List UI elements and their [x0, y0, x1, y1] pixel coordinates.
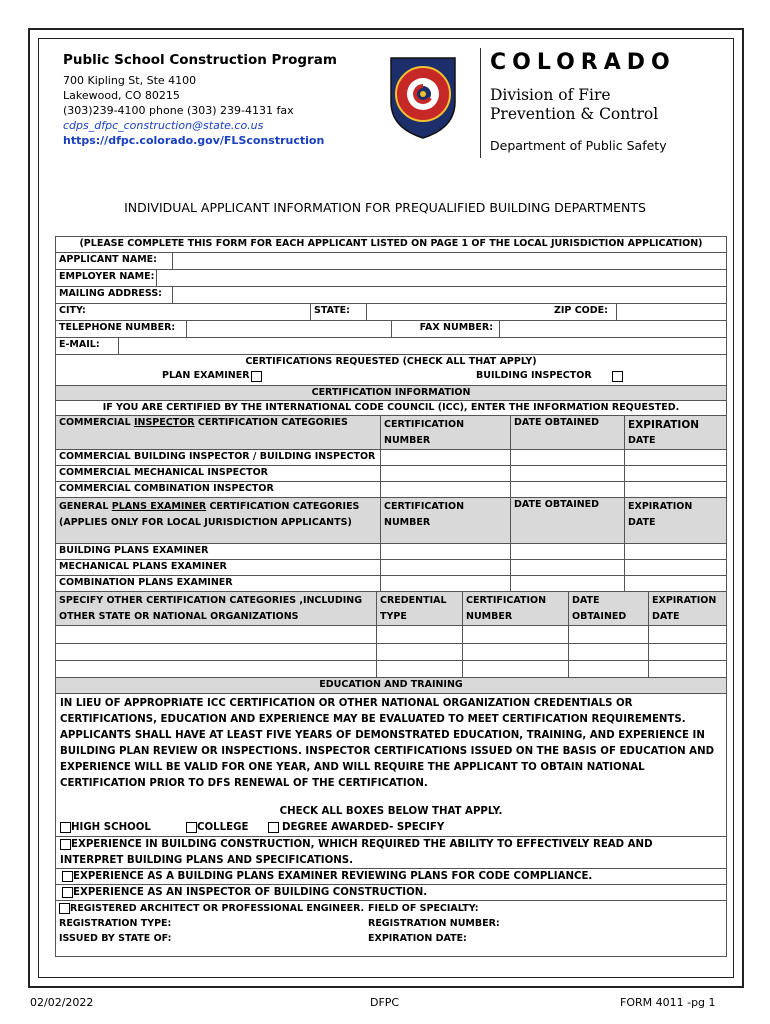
cert-requested-options [56, 369, 726, 385]
other-category-field[interactable] [56, 661, 376, 677]
other-category-header: SPECIFY OTHER CERTIFICATION CATEGORIES ,INCLUDING OTHER STATE OR NATIONAL ORGANIZATIONS [59, 595, 363, 622]
footer-date: 02/02/2022 [30, 996, 94, 1009]
exp-plans-line: EXPERIENCE AS A BUILDING PLANS EXAMINER REVIEWING PLANS FOR CODE COMPLIANCE. [56, 869, 726, 885]
other-category-field[interactable] [56, 644, 376, 660]
mailing-address-field[interactable] [172, 287, 726, 303]
plans-category-header: GENERAL PLANS EXAMINER CERTIFICATION CATEGORIES (APPLIES ONLY FOR LOCAL JURISDICTION APPLICANTS) [59, 501, 360, 528]
expiration-field[interactable] [624, 466, 726, 481]
division-line2: Prevention & Control [490, 105, 659, 123]
education-paragraph: IN LIEU OF APPROPRIATE ICC CERTIFICATION OR OTHER NATIONAL ORGANIZATION CREDENTIALS OR CERTIFICATIONS, EDUCATION AND EXPERIENCE MAY BE EVALUATED TO MEET CERTIFICATION REQUIREMENTS. APPLICANTS SHALL HAVE AT LEAST FIVE YEARS OF DEMONSTRATED EDUCATION, TRAINING, AND EXPERIENCE IN BUILDING PLAN REVIEW OR INSPECTIONS. INSPECTOR CERTIFICATIONS ISSUED ON THE BASIS OF EDUCATION AND EXPERIENCE WILL BE VALID FOR ONE YEAR, AND WILL REQUIRE THE APPLICANT TO OBTAIN NATIONAL CERTIFICATION PRIOR TO DFS RENEWAL OF THE CERTIFICATION. [60, 698, 715, 789]
exp-inspector-checkbox[interactable] [62, 887, 73, 898]
footer-form-number: FORM 4011 -pg 1 [620, 996, 716, 1009]
applicant-name-label: APPLICANT NAME: [59, 254, 157, 265]
other-date-field[interactable] [568, 644, 648, 660]
credential-type-field[interactable] [376, 661, 462, 677]
registration-block: REGISTERED ARCHITECT OR PROFESSIONAL ENGINEER. FIELD OF SPECIALTY: REGISTRATION TYPE: REGISTRATION NUMBER: ISSUED BY STATE OF: EXPIRATION DATE: [59, 903, 500, 944]
applicant-form [55, 236, 727, 957]
date-obtained-field[interactable] [510, 576, 624, 591]
applicant-name-field[interactable] [172, 253, 726, 269]
credential-type-header: CREDENTIAL TYPE [376, 592, 462, 625]
cert-info-subheading: IF YOU ARE CERTIFIED BY THE INTERNATIONAL CODE COUNCIL (ICC), ENTER THE INFORMATION REQUESTED. [102, 402, 680, 413]
instructions: (PLEASE COMPLETE THIS FORM FOR EACH APPLICANT LISTED ON PAGE 1 OF THE LOCAL JURISDICTION APPLICATION) [79, 238, 703, 249]
plans-row: MECHANICAL PLANS EXAMINER [59, 561, 227, 572]
degree-label: DEGREE AWARDED- SPECIFY [282, 822, 445, 833]
employer-name-field[interactable] [156, 270, 726, 286]
plan-examiner-label: PLAN EXAMINER [162, 370, 250, 381]
footer-agency: DFPC [370, 996, 400, 1009]
cert-number-header: CERTIFICATION NUMBER [380, 416, 510, 449]
expiration-field[interactable] [624, 482, 726, 497]
registered-checkbox[interactable] [59, 903, 70, 914]
telephone-field[interactable] [186, 321, 391, 337]
cert-requested-heading: CERTIFICATIONS REQUESTED (CHECK ALL THAT APPLY) [245, 356, 537, 367]
inspector-row: COMMERCIAL MECHANICAL INSPECTOR [59, 467, 268, 478]
cert-number-field[interactable] [380, 450, 510, 465]
zip-label: ZIP CODE: [554, 305, 608, 316]
education-level-line [56, 820, 726, 836]
division-line1: Division of Fire [490, 86, 611, 104]
other-date-field[interactable] [568, 626, 648, 643]
plans-row: COMBINATION PLANS EXAMINER [59, 577, 233, 588]
date-obtained-header: DATE OBTAINED [510, 416, 624, 449]
other-cert-number-field[interactable] [462, 661, 568, 677]
mailing-address-label: MAILING ADDRESS: [59, 288, 162, 299]
expiration-header: EXPIRATION DATE [624, 498, 726, 543]
degree-checkbox[interactable] [268, 822, 279, 833]
program-name: Public School Construction Program [63, 52, 337, 68]
expiration-field[interactable] [624, 576, 726, 591]
other-cert-number-header: CERTIFICATION NUMBER [462, 592, 568, 625]
employer-name-label: EMPLOYER NAME: [59, 271, 155, 282]
zip-field[interactable] [616, 304, 726, 320]
state-label: STATE: [314, 305, 350, 316]
check-all-label: CHECK ALL BOXES BELOW THAT APPLY. [279, 806, 503, 817]
date-obtained-field[interactable] [510, 544, 624, 559]
date-obtained-field[interactable] [510, 466, 624, 481]
letterhead [53, 40, 733, 175]
expiration-field[interactable] [624, 560, 726, 575]
plans-row: BUILDING PLANS EXAMINER [59, 545, 209, 556]
expiration-field[interactable] [624, 544, 726, 559]
department-name: Department of Public Safety [490, 138, 667, 153]
inspector-category-header: COMMERCIAL INSPECTOR CERTIFICATION CATEGORIES [59, 417, 348, 428]
plan-examiner-checkbox[interactable] [251, 371, 262, 382]
email-link[interactable]: cdps_dfpc_construction@state.co.us [63, 119, 264, 132]
registration-number-label: REGISTRATION NUMBER: [368, 918, 500, 929]
state-field[interactable] [366, 304, 551, 320]
form-title: INDIVIDUAL APPLICANT INFORMATION FOR PREQUALIFIED BUILDING DEPARTMENTS [124, 200, 646, 215]
phone-fax: (303)239-4100 phone (303) 239-4131 fax [63, 104, 294, 117]
date-obtained-header: DATE OBTAINED [510, 498, 624, 543]
registration-type-label: REGISTRATION TYPE: [59, 918, 172, 929]
expiration-field[interactable] [624, 450, 726, 465]
city-label[interactable]: CITY: [56, 304, 311, 320]
dfpc-seal-logo [383, 50, 463, 142]
other-expiration-field[interactable] [648, 644, 726, 660]
cert-number-header: CERTIFICATION NUMBER [380, 498, 510, 543]
date-obtained-field[interactable] [510, 450, 624, 465]
other-expiration-field[interactable] [648, 661, 726, 677]
college-checkbox[interactable] [186, 822, 197, 833]
other-date-header: DATE OBTAINED [568, 592, 648, 625]
exp-construction-checkbox[interactable] [60, 839, 71, 850]
fax-label: FAX NUMBER: [391, 321, 499, 337]
date-obtained-field[interactable] [510, 482, 624, 497]
building-inspector-label: BUILDING INSPECTOR [476, 370, 592, 381]
other-date-field[interactable] [568, 661, 648, 677]
division-name [490, 86, 658, 124]
cert-number-field[interactable] [380, 576, 510, 591]
cert-number-field[interactable] [380, 544, 510, 559]
inspector-row: COMMERCIAL COMBINATION INSPECTOR [59, 483, 274, 494]
issued-by-label: ISSUED BY STATE OF: [59, 933, 172, 944]
contact-block [63, 73, 324, 148]
high-school-checkbox[interactable] [60, 822, 71, 833]
email-label: E-MAIL: [59, 339, 100, 350]
field-specialty-label: FIELD OF SPECIALTY: [368, 903, 479, 914]
inspector-row: COMMERCIAL BUILDING INSPECTOR / BUILDING INSPECTOR [59, 451, 376, 462]
cert-number-field[interactable] [380, 560, 510, 575]
address-line1: 700 Kipling St, Ste 4100 [63, 74, 197, 87]
education-heading: EDUCATION AND TRAINING [319, 679, 463, 690]
state-wordmark: COLORADO [490, 50, 676, 75]
other-cert-number-field[interactable] [462, 626, 568, 643]
date-obtained-field[interactable] [510, 560, 624, 575]
other-expiration-field[interactable] [648, 626, 726, 643]
college-label: COLLEGE [197, 822, 249, 833]
building-inspector-checkbox[interactable] [612, 371, 623, 382]
email-field[interactable] [118, 338, 726, 354]
telephone-label: TELEPHONE NUMBER: [59, 322, 176, 333]
other-expiration-header: EXPIRATION DATE [648, 592, 726, 625]
website-link[interactable]: https://dfpc.colorado.gov/FLSconstruction [63, 134, 325, 147]
exp-plans-checkbox[interactable] [62, 871, 73, 882]
credential-type-field[interactable] [376, 644, 462, 660]
other-cert-number-field[interactable] [462, 644, 568, 660]
exp-inspector-line: EXPERIENCE AS AN INSPECTOR OF BUILDING CONSTRUCTION. [56, 885, 726, 901]
high-school-label: HIGH SCHOOL [71, 822, 151, 833]
other-category-field[interactable] [56, 626, 376, 643]
address-line2: Lakewood, CO 80215 [63, 89, 180, 102]
expiration-date-label: EXPIRATION DATE: [368, 933, 467, 944]
exp-construction-line: EXPERIENCE IN BUILDING CONSTRUCTION, WHICH REQUIRED THE ABILITY TO EFFECTIVELY READ AND INTERPRET BUILDING PLANS AND SPECIFICATIONS. [60, 839, 653, 866]
expiration-header: EXPIRATION DATE [624, 416, 726, 449]
credential-type-field[interactable] [376, 626, 462, 643]
fax-field[interactable] [499, 321, 726, 337]
header-divider [480, 48, 481, 158]
cert-number-field[interactable] [380, 482, 510, 497]
cert-number-field[interactable] [380, 466, 510, 481]
cert-info-heading: CERTIFICATION INFORMATION [311, 387, 471, 398]
